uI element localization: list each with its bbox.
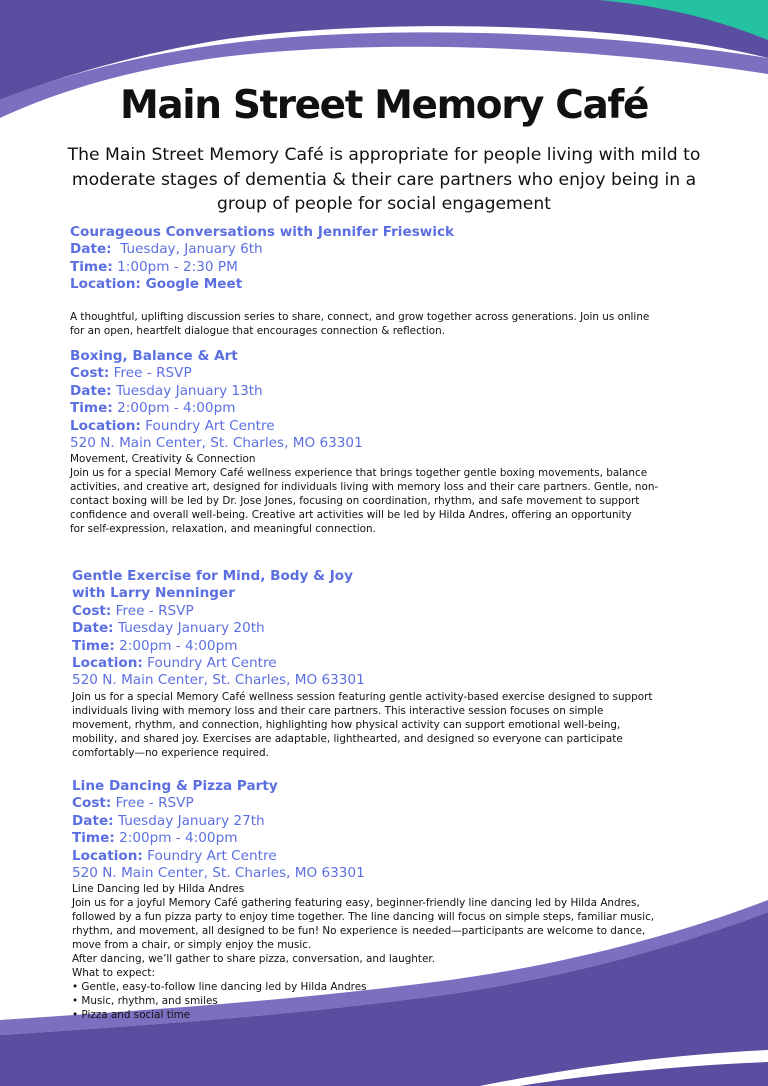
expect-label: What to expect: (72, 967, 155, 980)
event-cost (70, 365, 660, 382)
event-time (70, 400, 660, 417)
description-text: A thoughtful, uplifting discussion series to share, connect, and grow together across generations. Join us online for an open, heartfelt dialogue that encourages connection & reflection. (70, 310, 650, 337)
event-courageous-conversations (70, 224, 660, 338)
event-time (72, 638, 662, 655)
date-label: Date: (72, 812, 114, 829)
event-address: 520 N. Main Center, St. Charles, MO 63301 (70, 435, 363, 452)
event-cost (72, 603, 662, 620)
event-line-dancing (72, 778, 662, 1022)
event-date (72, 813, 662, 830)
time-value: 2:00pm - 4:00pm (117, 400, 236, 417)
page-subtitle: The Main Street Memory Café is appropriate for people living with mild to moderate stages of dementia & their care partners who enjoy being in a group of people for social engagement (67, 145, 701, 214)
time-label: Time: (70, 258, 113, 275)
event-date (70, 383, 660, 400)
event-date (72, 620, 662, 637)
time-label: Time: (72, 637, 115, 654)
expect-list (72, 980, 662, 1022)
event-cost (72, 795, 662, 812)
cost-label: Cost: (70, 365, 110, 382)
date-label: Date: (72, 620, 114, 637)
event-title: Boxing, Balance & Art (70, 348, 238, 364)
event-address: 520 N. Main Center, St. Charles, MO 63301 (72, 672, 365, 689)
time-value: 2:00pm - 4:00pm (119, 830, 238, 847)
list-item: • Music, rhythm, and smiles (72, 995, 218, 1008)
description-subheading: Movement, Creativity & Connection (70, 453, 256, 466)
location-label: Location: (70, 417, 141, 434)
time-value: 2:00pm - 4:00pm (119, 637, 238, 654)
page-title: Main Street Memory Café (119, 83, 648, 128)
cost-value: Free - RSVP (113, 365, 192, 382)
date-label: Date: (70, 241, 112, 258)
time-label: Time: (70, 400, 113, 417)
description-text: Join us for a special Memory Café wellness session featuring gentle activity-based exercise designed to support individuals living with memory loss and their care partners. This interactive session focuses on simple movement, rhythm, and connection, highlighting how physical activity can support emotional well-being, mobility, and shared joy. Exercises are adaptable, lighthearted, and designed so everyone can participate comfortably—no experience required. (72, 690, 653, 759)
event-title: Gentle Exercise for Mind, Body & Joy (72, 568, 353, 584)
list-item: • Gentle, easy-to-follow line dancing led by Hilda Andres (72, 981, 367, 994)
date-value: Tuesday January 20th (117, 620, 265, 637)
location-value: Foundry Art Centre (145, 417, 275, 434)
event-date (70, 241, 660, 258)
date-value: Tuesday January 13th (115, 382, 263, 399)
event-boxing-balance-art (70, 348, 660, 536)
event-title: Line Dancing & Pizza Party (72, 778, 278, 794)
time-value: 1:00pm - 2:30 PM (117, 258, 238, 275)
description-subheading: Line Dancing led by Hilda Andres (72, 883, 245, 896)
event-description (72, 690, 662, 760)
date-value: Tuesday January 27th (117, 812, 265, 829)
event-description (72, 882, 662, 980)
description-end: for self-expression, relaxation, and meaningful connection. (70, 523, 376, 536)
list-item: • Pizza and social time (72, 1009, 191, 1022)
cost-value: Free - RSVP (115, 602, 194, 619)
event-title: Courageous Conversations with Jennifer Frieswick (70, 224, 455, 240)
event-location (72, 655, 662, 672)
date-label: Date: (70, 382, 112, 399)
description-text: Join us for a special Memory Café wellness experience that brings together gentle boxing movements, balance activities, and creative art, designed for individuals living with memory loss and their care partners. Gentle, non-contact boxing will be led by Dr. Jose Jones, focusing on coordination, rhythm, and safe movement to support confidence and overall well-being. Creative art activities will be led by Hilda Andres, offering an opportunity (70, 467, 659, 522)
location-value: Foundry Art Centre (147, 655, 277, 672)
event-address: 520 N. Main Center, St. Charles, MO 63301 (72, 865, 365, 882)
event-description (70, 310, 660, 338)
event-time (70, 259, 660, 276)
description-text: Join us for a joyful Memory Café gathering featuring easy, beginner-friendly line dancing led by Hilda Andres, followed by a fun pizza party to enjoy time together. The line dancing will focus on simple steps, familiar music, rhythm, and movement, all designed to be fun! No experience is needed—participants are welcome to dance, move from a chair, or simply enjoy the music. (72, 897, 655, 952)
description-after: After dancing, we’ll gather to share pizza, conversation, and laughter. (72, 953, 435, 966)
date-value: Tuesday, January 6th (120, 241, 263, 258)
event-title-line2: with Larry Nenninger (72, 585, 235, 602)
event-location (70, 276, 660, 293)
cost-value: Free - RSVP (115, 795, 194, 812)
event-time (72, 830, 662, 847)
location-label: Location: (72, 655, 143, 672)
event-location (72, 848, 662, 865)
time-label: Time: (72, 830, 115, 847)
event-description (70, 452, 660, 536)
location-label: Location: (72, 847, 143, 864)
event-gentle-exercise (72, 568, 662, 760)
event-location (70, 418, 660, 435)
cost-label: Cost: (72, 795, 112, 812)
location-value: Foundry Art Centre (147, 847, 277, 864)
location-label: Location: Google Meet (70, 276, 243, 293)
cost-label: Cost: (72, 602, 112, 619)
